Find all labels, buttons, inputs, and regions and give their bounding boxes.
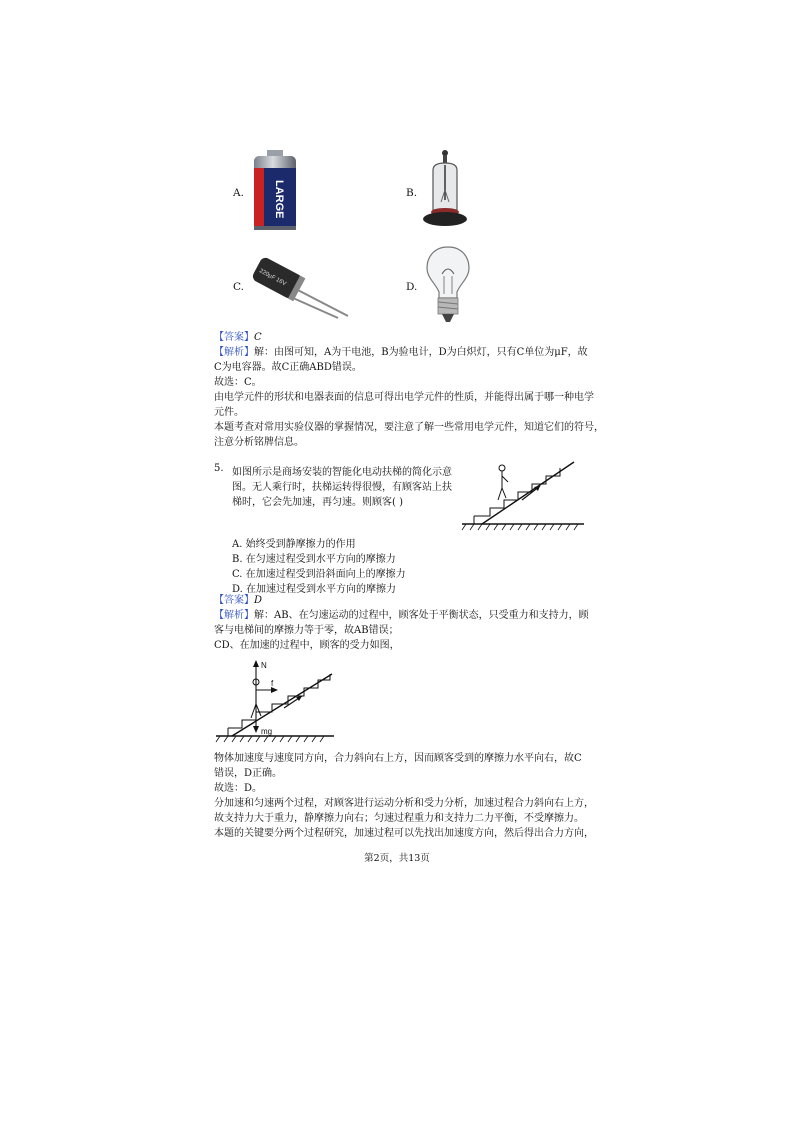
- q5-method-line1: 分加速和匀速两个过程，对顾客进行运动分析和受力分析，加速过程合力斜向右上方，: [214, 798, 594, 809]
- q5-method-line3: 本题的关键要分两个过程研究，加速过程可以先找出加速度方向，然后得出合力方向，: [214, 828, 594, 839]
- analysis-tag: 【解析】: [214, 610, 254, 621]
- analysis-text: 解：AB、在匀速运动的过程中，顾客处于平衡状态，只受重力和支持力，顾: [254, 610, 589, 621]
- q4-review-line2: 注意分析铭牌信息。: [214, 437, 304, 448]
- q5-choice-d: D. 在加速过程受到水平方向的摩擦力: [232, 584, 397, 595]
- q4-analysis-line2: C为电容器。故C正确ABD错误。: [214, 362, 362, 373]
- force-diagram-figure: [214, 656, 338, 744]
- q5-number: 5.: [214, 463, 224, 474]
- escalator-figure: [460, 458, 586, 532]
- q5-answer-line: [214, 593, 262, 608]
- option-d-label: D.: [406, 281, 418, 293]
- electroscope-icon: [422, 148, 468, 234]
- answer-tag: 【答案】: [214, 595, 254, 606]
- q5-choice-b: B. 在匀速过程受到水平方向的摩擦力: [232, 554, 396, 565]
- page-footer: 第2页，共13页: [364, 853, 430, 864]
- battery-icon: [250, 148, 300, 232]
- answer-value: D: [254, 595, 263, 606]
- q5-method-line2: 故支持力大于重力，静摩擦力向右；匀速过程重力和支持力二力平衡，不受摩擦力。: [214, 813, 584, 824]
- answer-value: C: [254, 332, 262, 343]
- answer-tag: 【答案】: [214, 332, 254, 343]
- q5-choose: 故选：D。: [214, 783, 263, 794]
- q5-choice-c: C. 在加速过程受到沿斜面向上的摩擦力: [232, 569, 406, 580]
- light-bulb-icon: [424, 244, 472, 326]
- q4-answer-line: [214, 330, 262, 345]
- q5-stem-line1: 如图所示是商场安装的智能化电动扶梯的简化示意: [232, 467, 452, 478]
- q5-stem-line2: 图。无人乘行时，扶梯运转得很慢，有顾客站上扶: [232, 482, 452, 493]
- q4-analysis-line1: [214, 345, 588, 360]
- q5-choice-a: A. 始终受到静摩擦力的作用: [232, 539, 356, 550]
- q5-stem-line3: 梯时，它会先加速，再匀速。则顾客( ): [232, 497, 403, 508]
- analysis-tag: 【解析】: [214, 347, 254, 358]
- q5-analysis-line1: [214, 608, 589, 623]
- capacitor-icon: [250, 250, 352, 320]
- battery-brand: LARGE: [273, 180, 285, 219]
- force-label-n: N: [261, 661, 267, 670]
- q4-choose: 故选：C。: [214, 377, 262, 388]
- capacitor-marking: 220μF 16V: [258, 268, 287, 288]
- q5-after-line2: 错误，D正确。: [214, 768, 283, 779]
- q5-analysis-line2: 客与电梯间的摩擦力等于零，故AB错误；: [214, 625, 399, 636]
- q5-after-line1: 物体加速度与速度同方向，合力斜向右上方，因而顾客受到的摩擦力水平向右，故C: [214, 753, 582, 764]
- analysis-text: 解：由图可知，A为干电池，B为验电计，D为白炽灯，只有C单位为μF，故: [254, 347, 588, 358]
- option-b-label: B.: [406, 187, 418, 199]
- q5-analysis-line3: CD、在加速的过程中，顾客的受力如图，: [214, 640, 400, 651]
- option-a-label: A.: [233, 187, 244, 199]
- q4-note-line2: 元件。: [214, 407, 244, 418]
- q4-note-line1: 由电学元件的形状和电器表面的信息可得出电学元件的性质，并能得出属于哪一种电学: [214, 392, 594, 403]
- force-label-mg: mg: [261, 727, 273, 736]
- option-c-label: C.: [233, 281, 244, 293]
- force-label-f: f: [271, 679, 274, 688]
- q4-review-line1: 本题考查对常用实验仪器的掌握情况，要注意了解一些常用电学元件，知道它们的符号，: [214, 422, 604, 433]
